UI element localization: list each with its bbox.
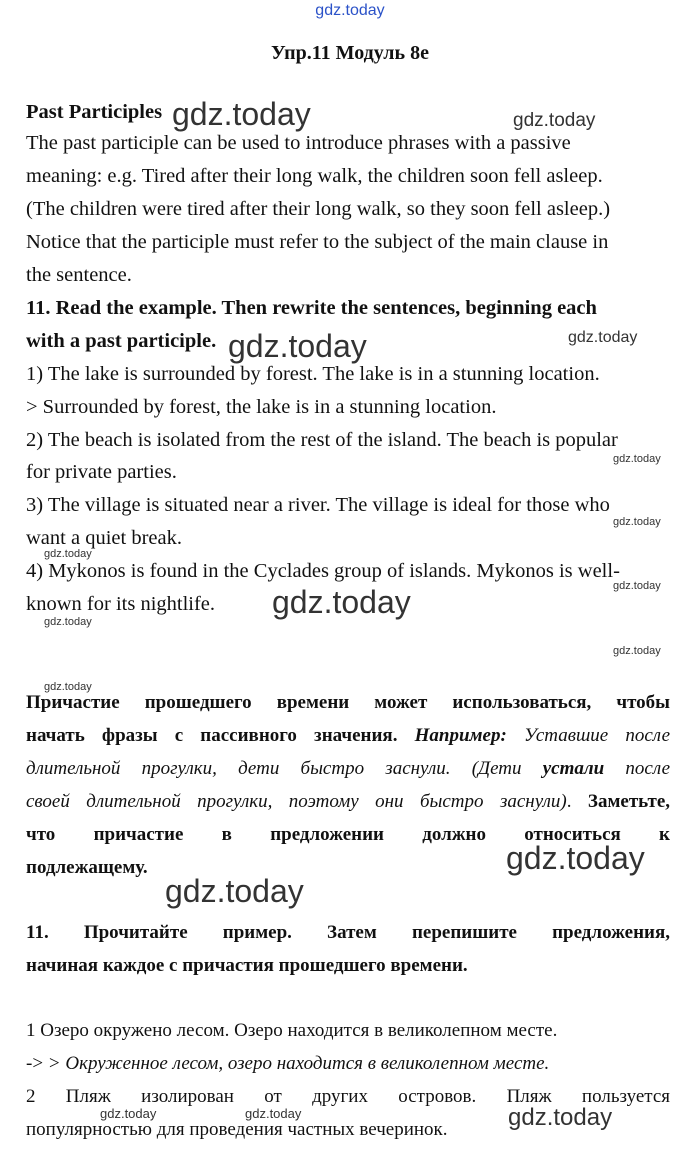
watermark: gdz.today: [508, 1104, 613, 1131]
watermark: gdz.today: [44, 616, 92, 628]
ru-rule-line-2: [26, 719, 670, 752]
rule-line-3: (The children were tired after their long walk, so they soon fell asleep.): [26, 198, 611, 220]
ru-example-label: Например:: [414, 725, 507, 746]
ru-example-text: Уставшие после: [523, 725, 670, 746]
ru-rule-line-1: Причастие прошедшего времени может использоваться, чтобы: [26, 692, 670, 713]
watermark: gdz.today: [44, 681, 92, 693]
ru-task-line-1: 11. Прочитайте пример. Затем перепишите предложения,: [26, 922, 670, 943]
ru-example-end: .: [566, 791, 572, 812]
task-line-1: 11. Read the example. Then rewrite the sentences, beginning each: [26, 297, 597, 319]
page-title: Упр.11 Модуль 8е: [271, 42, 429, 64]
ru-item-2-line-2: популярностью для проведения частных вечеринок.: [26, 1119, 448, 1140]
ru-example-emphasis: устали: [542, 758, 605, 779]
ru-notice-label: Заметьте,: [587, 791, 670, 812]
task-line-2: with a past participle.: [26, 330, 217, 352]
ru-item-1: 1 Озеро окружено лесом. Озеро находится в великолепном месте.: [26, 1020, 558, 1041]
arrow-text: ->: [26, 1053, 44, 1074]
rule-line-2: meaning: e.g. Tired after their long walk, the children soon fell asleep.: [26, 165, 603, 187]
watermark: gdz.today: [513, 110, 596, 131]
ru-rule-line-4: [26, 785, 670, 818]
ru-answer-text: > Окруженное лесом, озеро находится в великолепном месте.: [47, 1053, 550, 1074]
item-line-2: > Surrounded by forest, the lake is in a stunning location.: [26, 396, 497, 418]
item-line-8: known for its nightlife.: [26, 593, 216, 615]
ru-example-text-2: длительной прогулки, дети быстро заснули. (Дети: [26, 758, 522, 779]
item-line-4: for private parties.: [26, 461, 177, 483]
watermark: gdz.today: [613, 580, 661, 592]
ru-example-text-4: своей длительной прогулки, поэтому они быстро заснули): [26, 791, 567, 812]
rule-line-4: Notice that the participle must refer to the subject of the main clause in: [26, 231, 609, 253]
ru-rule-line-5: что причастие в предложении должно относиться к: [26, 824, 670, 845]
ru-example-text-3: после: [625, 758, 671, 779]
ru-rule-line-3: [26, 752, 670, 785]
watermark: gdz.today: [613, 645, 661, 657]
watermark: gdz.today: [165, 873, 304, 909]
watermark: gdz.today: [245, 1106, 302, 1121]
watermark: gdz.today: [613, 516, 661, 528]
item-line-5: 3) The village is situated near a river. The village is ideal for those who: [26, 494, 610, 516]
watermark-top: gdz.today: [315, 2, 385, 19]
watermark: gdz.today: [272, 584, 411, 620]
item-line-7: 4) Mykonos is found in the Cyclades group of islands. Mykonos is well-: [26, 560, 620, 582]
watermark: gdz.today: [568, 329, 638, 346]
watermark: gdz.today: [228, 328, 367, 364]
watermark: gdz.today: [172, 96, 311, 132]
watermark: gdz.today: [506, 840, 645, 876]
item-line-1: 1) The lake is surrounded by forest. The lake is in a stunning location.: [26, 363, 600, 385]
watermark: gdz.today: [613, 453, 661, 465]
ru-item-2-line-1: 2 Пляж изолирован от других островов. Пляж пользуется: [26, 1086, 670, 1107]
item-line-3: 2) The beach is isolated from the rest of the island. The beach is popular: [26, 429, 618, 451]
ru-task-line-2: начиная каждое с причастия прошедшего времени.: [26, 955, 468, 976]
ru-rule-bold-part: начать фразы с пассивного значения.: [26, 725, 398, 746]
rule-line-1: The past participle can be used to introduce phrases with a passive: [26, 132, 571, 154]
ru-item-1-answer: [26, 1047, 549, 1080]
ru-rule-line-6: подлежащему.: [26, 857, 148, 878]
rule-line-5: the sentence.: [26, 264, 132, 286]
english-heading: Past Participles: [26, 101, 163, 123]
item-line-6: want a quiet break.: [26, 527, 182, 549]
watermark: gdz.today: [44, 548, 92, 560]
watermark: gdz.today: [100, 1106, 157, 1121]
ru-example-text-4-group: [26, 791, 572, 812]
